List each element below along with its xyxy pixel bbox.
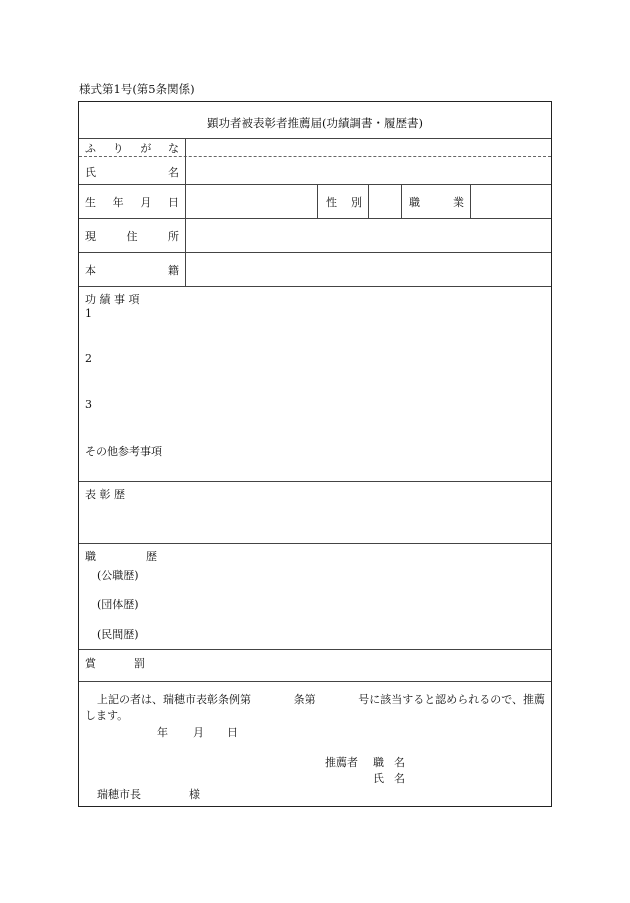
certification-statement (85, 692, 545, 724)
furigana-field[interactable] (186, 139, 552, 156)
rule (317, 184, 318, 218)
private-career-label: (民間歴) (97, 628, 139, 641)
domicile-field[interactable] (186, 253, 552, 286)
cert-text-1: 上記の者は、瑞穂市表彰条例第 (97, 693, 251, 706)
merit-item-1: 1 (85, 307, 92, 320)
rule (79, 286, 551, 287)
occupation-field[interactable] (471, 185, 552, 218)
other-notes-label: その他参考事項 (85, 445, 162, 458)
name-label: 氏 名 (85, 166, 179, 179)
rule (401, 184, 402, 218)
date-day-label: 日 (227, 726, 238, 739)
domicile-label: 本 籍 (85, 264, 179, 277)
position-label: 職 名 (373, 756, 405, 769)
address-field[interactable] (186, 219, 552, 252)
signer-name-label: 氏 名 (373, 772, 405, 785)
honorific: 様 (189, 788, 200, 801)
date-month-label: 月 (193, 726, 204, 739)
form-title: 顕功者被表彰者推薦届(功績調書・履歴書) (207, 116, 423, 130)
cert-text-3: 号に該当すると認められるので、推薦 (358, 693, 545, 706)
rule (79, 681, 551, 682)
rule (79, 481, 551, 482)
public-career-label: (公職歴) (97, 569, 139, 582)
form-number: 様式第1号(第5条関係) (79, 82, 195, 96)
cert-text-2: 条第 (293, 693, 316, 706)
birthdate-label: 生 年 月 日 (85, 196, 179, 209)
occupation-label: 職 業 (409, 196, 464, 209)
recommender-label: 推薦者 (325, 756, 358, 769)
recommendation-form (78, 101, 552, 807)
rule (79, 543, 551, 544)
birthdate-field[interactable] (186, 185, 317, 218)
career-label: 職 歴 (85, 550, 157, 563)
address-label: 現 住 所 (85, 230, 179, 243)
date-year-label: 年 (157, 726, 168, 739)
cert-text-4: します。 (85, 709, 129, 722)
gender-field[interactable] (369, 185, 401, 218)
rule (79, 649, 551, 650)
group-career-label: (団体歴) (97, 598, 139, 611)
awards-history-label: 表 彰 歴 (85, 488, 125, 501)
name-field[interactable] (186, 157, 552, 184)
rewards-punishments-label: 賞 罰 (85, 657, 145, 670)
gender-label: 性 別 (326, 196, 362, 209)
addressee: 瑞穂市長 (97, 788, 141, 801)
merit-item-3: 3 (85, 398, 92, 411)
merit-item-2: 2 (85, 352, 92, 365)
merits-heading: 功 績 事 項 (85, 293, 140, 306)
furigana-label: ふ り が な (85, 142, 179, 155)
